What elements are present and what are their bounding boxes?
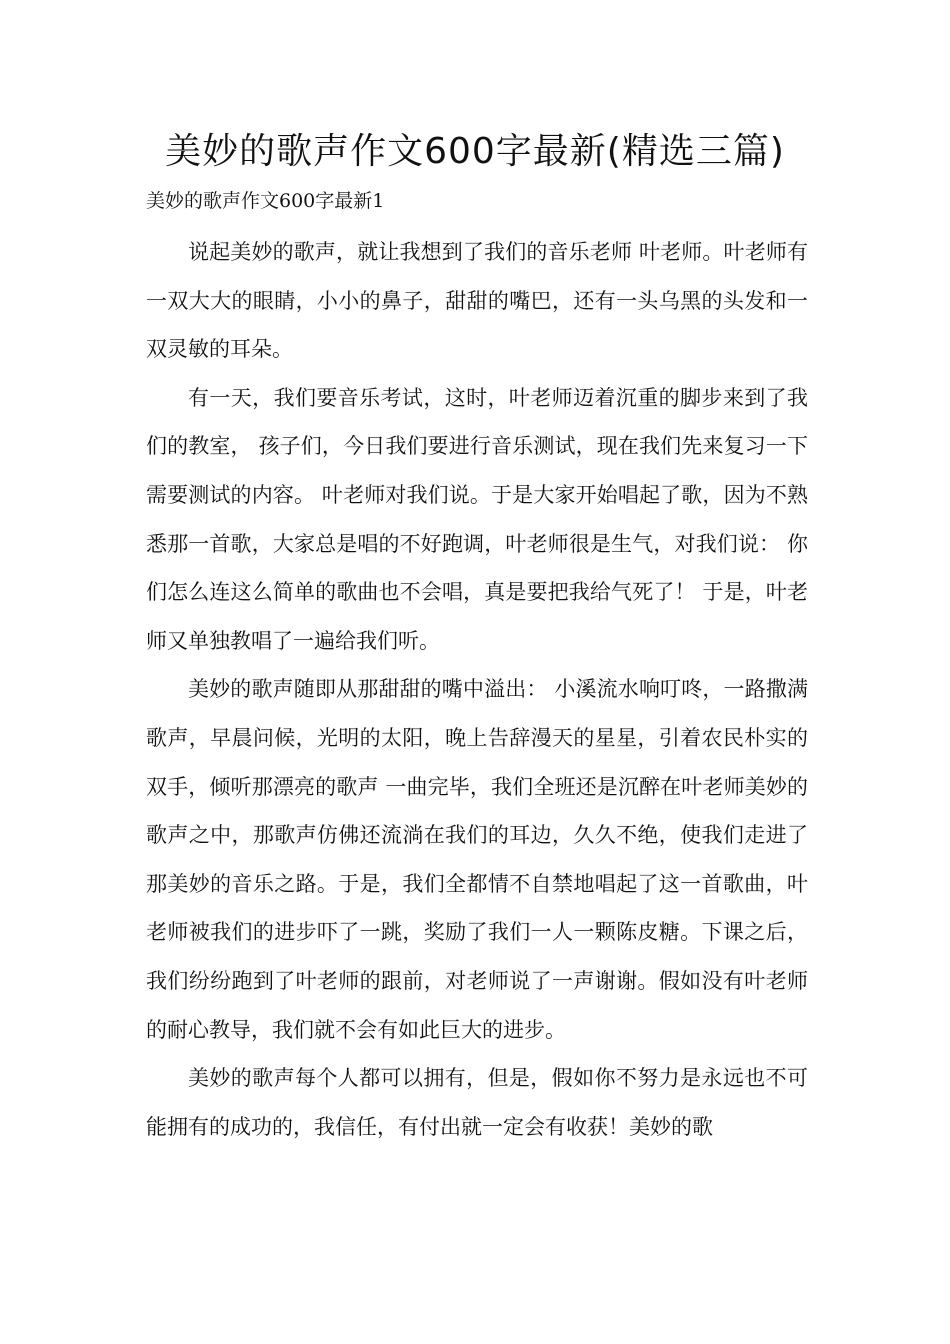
document-body bbox=[146, 228, 808, 1151]
paragraph: 说起美妙的歌声，就让我想到了我们的音乐老师 叶老师。叶老师有一双大大的眼睛，小小的鼻子，甜甜的嘴巴，还有一头乌黑的头发和一双灵敏的耳朵。 bbox=[146, 240, 808, 362]
document-title: 美妙的歌声作文600字最新(精选三篇) bbox=[165, 131, 785, 172]
section-heading: 美妙的歌声作文600字最新1 bbox=[146, 190, 385, 212]
paragraph: 美妙的歌声每个人都可以拥有，但是，假如你不努力是永远也不可能拥有的成功的，我信任，有付出就一定会有收获！美妙的歌 bbox=[146, 1066, 808, 1139]
paragraph: 美妙的歌声随即从那甜甜的嘴中溢出： 小溪流水响叮咚，一路撒满歌声，早晨问候，光明的太阳，晚上告辞漫天的星星，引着农民朴实的双手，倾听那漂亮的歌声 一曲完毕，我们全班还是沉醉在叶老师美妙的歌声之中，那歌声仿佛还流淌在我们的耳边，久久不绝，使我们走进了那美妙的音乐之路。于是，我们全都情不自禁地唱起了这一首歌曲，叶老师被我们的进步吓了一跳，奖励了我们一人一颗陈皮糖。下课之后，我们纷纷跑到了叶老师的跟前，对老师说了一声谢谢。假如没有叶老师的耐心教导，我们就不会有如此巨大的进步。 bbox=[146, 677, 808, 1042]
paragraph: 有一天，我们要音乐考试，这时，叶老师迈着沉重的脚步来到了我们的教室， 孩子们，今日我们要进行音乐测试，现在我们先来复习一下需要测试的内容。 叶老师对我们说。于是大家开始唱起了歌，因为不熟悉那一首歌，大家总是唱的不好跑调，叶老师很是生气，对我们说： 你们怎么连这么简单的歌曲也不会唱，真是要把我给气死了！ 于是，叶老师又单独教唱了一遍给我们听。 bbox=[146, 385, 808, 653]
